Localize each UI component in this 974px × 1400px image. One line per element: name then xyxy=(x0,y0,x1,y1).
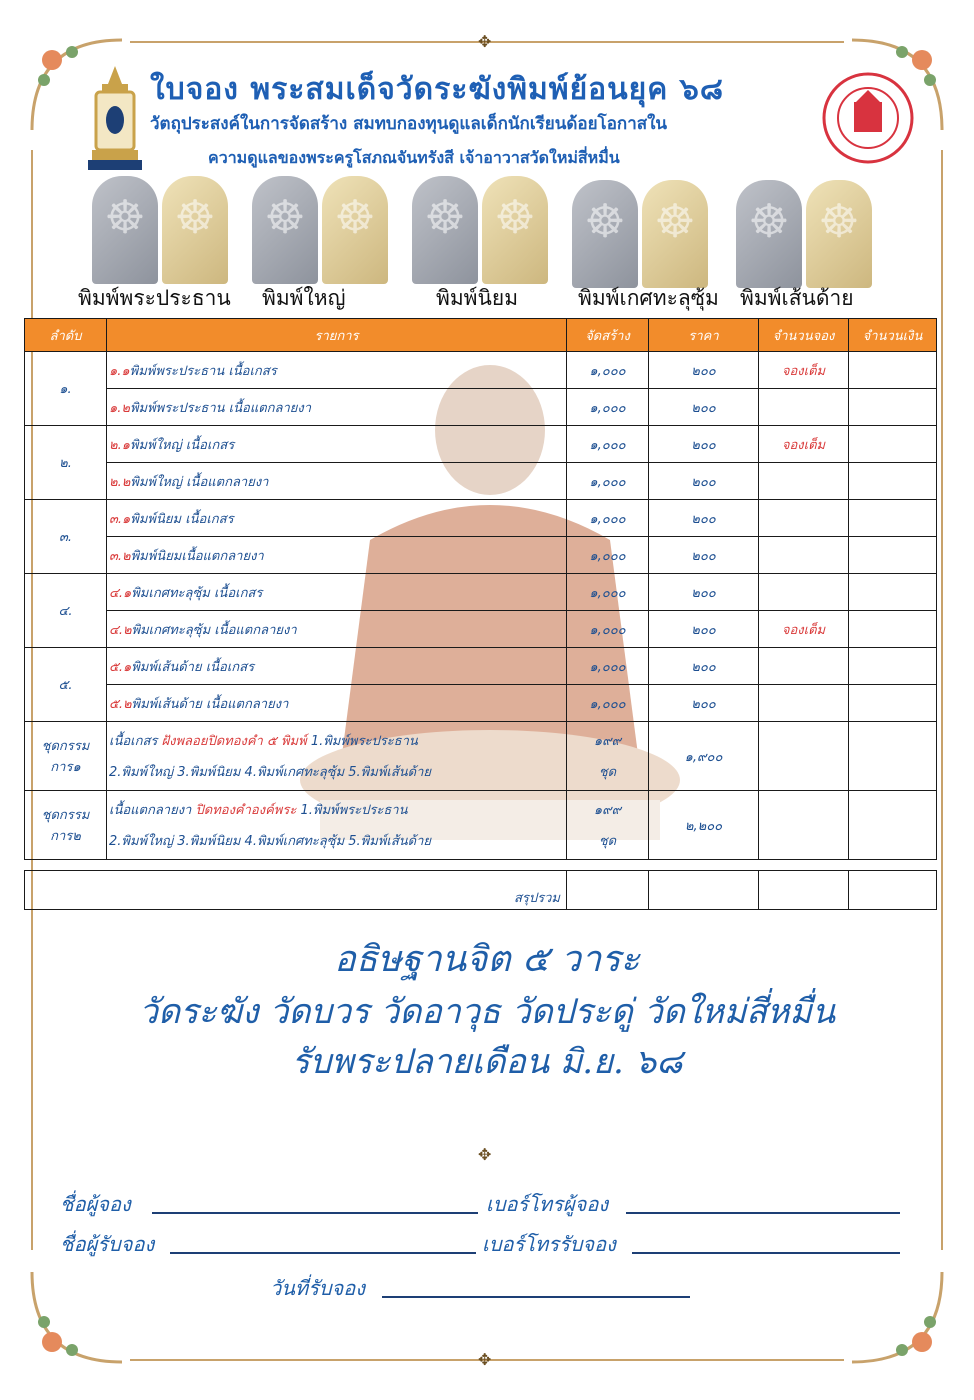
item-name: พิมเกศทะลุซุ้ม เนื้อแตกลายงา xyxy=(131,622,297,638)
item-code: ๑.๑ xyxy=(109,363,130,379)
amount-cell[interactable] xyxy=(849,722,937,791)
booked-cell[interactable] xyxy=(759,685,849,722)
set-desc-text: 1.พิมพ์พระประธาน xyxy=(300,803,408,818)
flower-ornament-icon: ✥ xyxy=(478,32,492,51)
made-cell: ๑,๐๐๐ xyxy=(567,352,649,389)
corner-ornament-icon xyxy=(842,1262,952,1372)
amulet-label: พิมพ์นิยม xyxy=(436,286,519,310)
date-field[interactable] xyxy=(382,1296,690,1298)
amulet-label: พิมพ์เส้นด้าย xyxy=(740,286,854,310)
amount-cell[interactable] xyxy=(849,389,937,426)
price-cell: ๒๐๐ xyxy=(649,389,759,426)
amount-cell[interactable] xyxy=(849,611,937,648)
receiver-name-field[interactable] xyxy=(170,1252,476,1254)
total-cell[interactable] xyxy=(567,871,649,910)
made-cell: ๑,๐๐๐ xyxy=(567,500,649,537)
table-row xyxy=(25,611,937,648)
set-label: การ๑ xyxy=(50,760,81,775)
blessing-line-1: อธิษฐานจิต ๕ วาระ xyxy=(334,939,640,980)
temple-seal-icon xyxy=(822,72,914,164)
set-made: ๑๙๙ xyxy=(593,734,622,749)
page-subtitle: วัตถุประสงค์ในการจัดสร้าง สมทบกองทุนดูแลเด็กนักเรียนด้อยโอกาสใน xyxy=(150,114,668,134)
price-cell: ๒๐๐ xyxy=(649,500,759,537)
header-cell: รายการ xyxy=(107,319,567,352)
booker-name-field[interactable] xyxy=(152,1212,478,1214)
set-made-cell xyxy=(567,722,649,791)
item-cell xyxy=(107,537,567,574)
page-title: ใบจอง พระสมเด็จวัดระฆังพิมพ์ย้อนยุค ๖๘ xyxy=(150,72,724,107)
item-code: ๓.๒ xyxy=(109,548,131,564)
table-row xyxy=(25,537,937,574)
set-label: ชุดกรรม xyxy=(41,808,90,823)
blessing-line-3: รับพระปลายเดือน มิ.ย. ๖๘ xyxy=(291,1042,683,1082)
item-cell xyxy=(107,648,567,685)
amulet-image: ☸ xyxy=(642,180,708,288)
date-label: วันที่รับจอง xyxy=(270,1276,366,1300)
item-name: พิมพ์เส้นด้าย เนื้อเกสร xyxy=(131,659,255,675)
table-header-row xyxy=(25,319,937,352)
booked-cell[interactable]: จองเต็ม xyxy=(759,611,849,648)
amulet-image: ☸ xyxy=(482,176,548,284)
set-desc-line: 2.พิมพ์ใหญ่ 3.พิมพ์นิยม 4.พิมพ์เกศทะลุซุ้ม 5.พิมพ์เส้นด้าย xyxy=(109,765,432,780)
amount-cell[interactable] xyxy=(849,791,937,860)
item-name: พิมพ์เส้นด้าย เนื้อแตกลายงา xyxy=(131,696,289,712)
price-cell: ๒๐๐ xyxy=(649,648,759,685)
item-code: ๒.๑ xyxy=(109,437,130,453)
booked-cell[interactable] xyxy=(759,574,849,611)
total-table xyxy=(24,870,937,910)
set-desc-line: 2.พิมพ์ใหญ่ 3.พิมพ์นิยม 4.พิมพ์เกศทะลุซุ้ม 5.พิมพ์เส้นด้าย xyxy=(109,834,432,849)
price-cell: ๒๐๐ xyxy=(649,463,759,500)
group-number: ๓. xyxy=(25,500,107,574)
item-cell xyxy=(107,463,567,500)
set-label: ชุดกรรม xyxy=(41,739,90,754)
page-subtitle-2: ความดูแลของพระครูโสภณจันทรังสี เจ้าอาวาสวัดใหม่สี่หมื่น xyxy=(208,148,620,167)
group-number: ๕. xyxy=(25,648,107,722)
table-row xyxy=(25,500,937,537)
set-description xyxy=(107,791,567,860)
booked-cell[interactable] xyxy=(759,791,849,860)
set-desc-text: เนื้อเกสร xyxy=(109,734,158,749)
item-code: ๓.๑ xyxy=(109,511,131,527)
table-row xyxy=(25,685,937,722)
order-table xyxy=(24,318,937,860)
price-cell: ๒๐๐ xyxy=(649,685,759,722)
set-label-cell xyxy=(25,791,107,860)
set-desc-text: 1.พิมพ์พระประธาน xyxy=(310,734,418,749)
set-price-cell: ๒,๒๐๐ xyxy=(649,791,759,860)
flower-ornament-icon: ✥ xyxy=(478,1350,492,1369)
set-desc-highlight: ฝังพลอยปิดทองคำ ๕ พิมพ์ xyxy=(161,734,307,749)
set-unit: ชุด xyxy=(598,834,617,849)
table-row xyxy=(25,426,937,463)
amount-cell[interactable] xyxy=(849,685,937,722)
header-cell: ราคา xyxy=(649,319,759,352)
item-cell xyxy=(107,389,567,426)
amulet-image: ☸ xyxy=(92,176,158,284)
group-number: ๒. xyxy=(25,426,107,500)
item-code: ๔.๒ xyxy=(109,622,132,638)
made-cell: ๑,๐๐๐ xyxy=(567,685,649,722)
booked-cell[interactable] xyxy=(759,500,849,537)
amulet-image: ☸ xyxy=(572,180,638,288)
item-name: พิมพ์นิยมเนื้อแตกลายงา xyxy=(130,548,264,564)
table-row xyxy=(25,389,937,426)
table-row xyxy=(25,574,937,611)
amount-cell[interactable] xyxy=(849,537,937,574)
flower-ornament-icon: ✥ xyxy=(478,1145,492,1164)
set-unit: ชุด xyxy=(598,765,617,780)
set-label-cell xyxy=(25,722,107,791)
set-desc-highlight: ปิดทองคำองค์พระ xyxy=(195,803,297,818)
booker-name-label: ชื่อผู้จอง xyxy=(60,1192,131,1216)
price-cell: ๒๐๐ xyxy=(649,426,759,463)
receiver-name-label: ชื่อผู้รับจอง xyxy=(60,1232,155,1256)
set-row xyxy=(25,791,937,860)
booked-cell[interactable] xyxy=(759,722,849,791)
amount-cell[interactable] xyxy=(849,463,937,500)
set-desc-text: เนื้อแตกลายงา xyxy=(109,803,192,818)
amulet-image: ☸ xyxy=(736,180,802,288)
booked-cell[interactable] xyxy=(759,463,849,500)
booked-cell[interactable] xyxy=(759,389,849,426)
item-code: ๕.๒ xyxy=(109,696,132,712)
price-cell: ๒๐๐ xyxy=(649,611,759,648)
booker-phone-field[interactable] xyxy=(626,1212,900,1214)
amulet-label: พิมพ์พระประธาน xyxy=(78,286,231,310)
header-cell: จัดสร้าง xyxy=(567,319,649,352)
item-name: พิมพ์ใหญ่ เนื้อเกสร xyxy=(129,437,235,453)
blessing-line-2: วัดระฆัง วัดบวร วัดอาวุธ วัดประดู่ วัดใหม่สี่หมื่น xyxy=(138,992,836,1032)
item-name: พิมพ์พระประธาน เนื้อเกสร xyxy=(129,363,277,379)
amulet-image: ☸ xyxy=(252,176,318,284)
amount-cell[interactable] xyxy=(849,648,937,685)
total-label: สรุปรวม xyxy=(25,871,567,910)
item-name: พิมเกศทะลุซุ้ม เนื้อเกสร xyxy=(131,585,263,601)
total-cell[interactable] xyxy=(849,871,937,910)
booker-phone-label: เบอร์โทรผู้จอง xyxy=(486,1192,609,1216)
item-cell xyxy=(107,611,567,648)
amount-cell[interactable] xyxy=(849,500,937,537)
item-cell xyxy=(107,574,567,611)
corner-ornament-icon xyxy=(22,1262,132,1372)
group-number: ๑. xyxy=(25,352,107,426)
table-row xyxy=(25,648,937,685)
price-cell: ๒๐๐ xyxy=(649,574,759,611)
amount-cell[interactable] xyxy=(849,352,937,389)
item-name: พิมพ์นิยม เนื้อเกสร xyxy=(130,511,234,527)
header-cell: จำนวนเงิน xyxy=(849,319,937,352)
amulet-label: พิมพ์ใหญ่ xyxy=(262,286,346,310)
amulet-image: ☸ xyxy=(322,176,388,284)
made-cell: ๑,๐๐๐ xyxy=(567,389,649,426)
total-cell[interactable] xyxy=(649,871,759,910)
amount-cell[interactable] xyxy=(849,426,937,463)
item-name: พิมพ์พระประธาน เนื้อแตกลายงา xyxy=(129,400,312,416)
made-cell: ๑,๐๐๐ xyxy=(567,537,649,574)
item-cell xyxy=(107,426,567,463)
total-row xyxy=(25,871,937,910)
temple-logo-icon xyxy=(88,64,142,172)
item-cell xyxy=(107,500,567,537)
item-code: ๕.๑ xyxy=(109,659,132,675)
price-cell: ๒๐๐ xyxy=(649,352,759,389)
set-made: ๑๙๙ xyxy=(593,803,622,818)
booked-cell[interactable]: จองเต็ม xyxy=(759,352,849,389)
made-cell: ๑,๐๐๐ xyxy=(567,426,649,463)
amulet-image: ☸ xyxy=(162,176,228,284)
item-name: พิมพ์ใหญ่ เนื้อแตกลายงา xyxy=(130,474,269,490)
set-row xyxy=(25,722,937,791)
item-code: ๑.๒ xyxy=(109,400,130,416)
set-made-cell xyxy=(567,791,649,860)
table-row xyxy=(25,352,937,389)
receiver-phone-label: เบอร์โทรรับจอง xyxy=(482,1232,616,1256)
table-row xyxy=(25,463,937,500)
item-code: ๒.๒ xyxy=(109,474,131,490)
amulet-image: ☸ xyxy=(806,180,872,288)
booked-cell[interactable]: จองเต็ม xyxy=(759,426,849,463)
header-cell: จำนวนจอง xyxy=(759,319,849,352)
made-cell: ๑,๐๐๐ xyxy=(567,463,649,500)
total-cell[interactable] xyxy=(759,871,849,910)
made-cell: ๑,๐๐๐ xyxy=(567,611,649,648)
amulet-image: ☸ xyxy=(412,176,478,284)
amount-cell[interactable] xyxy=(849,574,937,611)
header-cell: ลำดับ xyxy=(25,319,107,352)
booked-cell[interactable] xyxy=(759,648,849,685)
price-cell: ๒๐๐ xyxy=(649,537,759,574)
item-cell xyxy=(107,352,567,389)
set-label: การ๒ xyxy=(50,829,81,844)
made-cell: ๑,๐๐๐ xyxy=(567,574,649,611)
item-code: ๔.๑ xyxy=(109,585,132,601)
item-cell xyxy=(107,685,567,722)
receiver-phone-field[interactable] xyxy=(632,1252,900,1254)
amulet-label: พิมพ์เกศทะลุซุ้ม xyxy=(578,286,719,310)
booked-cell[interactable] xyxy=(759,537,849,574)
set-description xyxy=(107,722,567,791)
group-number: ๔. xyxy=(25,574,107,648)
made-cell: ๑,๐๐๐ xyxy=(567,648,649,685)
set-price-cell: ๑,๙๐๐ xyxy=(649,722,759,791)
